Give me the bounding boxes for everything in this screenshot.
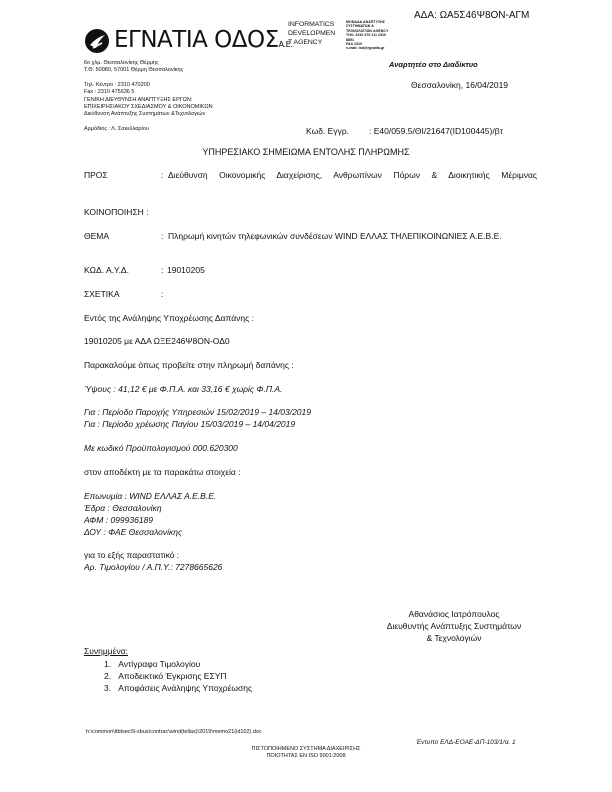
kod-ayd-label: ΚΩΔ. Α.Υ.Δ. — [84, 265, 129, 275]
ref-value: : Ε40/059.5/ΘΙ/21647(ID100445)/βτ — [369, 126, 503, 136]
attachments-heading: Συνημμένα: — [84, 646, 128, 656]
agency-name: INFORMATICS DEVELOPMEN T AGENCY — [288, 21, 336, 46]
signatory-title-1: Διευθυντής Ανάπτυξης Συστημάτων — [386, 621, 522, 631]
thema-colon: : — [161, 231, 164, 241]
attachments-list — [104, 658, 252, 694]
signatory-title-2: & Τεχνολογιών — [426, 633, 482, 643]
form-code: Έντυπο ΕΛΔ-ΕΟΑΕ-ΔΠ-103/1/α. 1 — [416, 739, 516, 746]
invoice-number: Αρ. Τιμολογίου / Α.Π.Υ.: 7278665626 — [84, 562, 223, 572]
posting-note: Αναρτητέο στο Διαδίκτυο — [389, 60, 478, 69]
entos-line: Εντός της Ανάληψης Υποχρέωσης Δαπάνης : — [84, 313, 254, 323]
period-service: Για : Περίοδο Παροχής Υπηρεσιών 15/02/2019 – 14/03/2019 — [84, 407, 311, 417]
sxetika-colon: : — [161, 289, 164, 299]
budget-code: Με κωδικό Προϋπολογισμού 000.620300 — [84, 443, 238, 453]
signature-block — [368, 608, 540, 644]
attachment-item: 1. Αντίγραφο Τιμολογίου — [104, 659, 201, 669]
recipient-intro: στον αποδέκτη με τα παρακάτω στοιχεία : — [84, 467, 241, 477]
certification: ΠΙΣΤΟΠΟΙΗΜΕΝΟ ΣΥΣΤΗΜΑ ΔΙΑΧΕΙΡΙΣΗΣ ΠΟΙΟΤΗΤΑΣ ΕΝ ISO 9001:2008 — [251, 746, 361, 759]
pros-value: Διεύθυνση Οικονομικής Διαχείρισης, Ανθρωπίνων Πόρων & Διοικητικής Μέριμνας — [168, 170, 537, 180]
kod-ayd-colon: : — [161, 265, 164, 275]
recipient-name: Επωνυμία : WIND ΕΛΛΑΣ Α.Ε.Β.Ε. — [84, 491, 217, 501]
period-fixed-charge: Για : Περίοδο χρέωσης Παγίου 15/03/2019 – 14/04/2019 — [84, 419, 296, 429]
document-date: Θεσσαλονίκη, 16/04/2019 — [411, 80, 509, 90]
logo-wordmark — [114, 27, 292, 53]
ref-label: Κωδ. Εγγρ. — [306, 126, 350, 136]
doc-title: ΥΠΗΡΕΣΙΑΚΟ ΣΗΜΕΙΩΜΑ ΕΝΤΟΛΗΣ ΠΛΗΡΩΜΗΣ — [202, 147, 410, 157]
sender-fax: Fax : 2310 475636 5 — [84, 89, 135, 95]
thema-value: Πληρωμή κινητών τηλεφωνικών συνδέσεων WIND ΕΛΛΑΣ ΤΗΛΕΠΙΚΟΙΝΩΝΙΕΣ Α.Ε.Β.Ε. — [168, 231, 502, 241]
file-path: h:\common\itbtsec\9-sbus\contrac\wind(tellas)\2019\memo21(id102).doc — [86, 729, 262, 735]
recipient-afm: ΑΦΜ : 099936189 — [84, 515, 154, 525]
ada-reference: 19010205 με ΑΔΑ ΩΞΕ246Ψ8ΟΝ-ΟΔ0 — [84, 336, 230, 346]
agency-fine-print: ΜΟΝΑΔΑ ΑΝΑΠΤΥΞΗΣ ΣΥΣΤΗΜΑΤΩΝ & ΤΕΧΝΟΛΟΓΙΩΝ AGENCY ΤΗΛ: 2310 470 111 2310 8891 FAX 2310 e-mail: isd@egnatia.gr — [346, 20, 389, 51]
recipient-details — [84, 490, 216, 538]
sender-directorate: ΓΕΝΙΚΗ ΔΙΕΥΘΥΝΣΗ ΑΝΑΠΤΥΞΗΣ ΕΡΓΩΝ: ΕΠΙΧΕΙΡΗΣΙΑΚΟΥ ΣΧΕΔΙΑΣΜΟΥ & ΟΙΚΟΝΟΜΙΚΩΝ Διεύθυνση Ανάπτυξης Συστημάτων &Τεχνολογιών — [84, 97, 213, 117]
kod-ayd-value: 19010205 — [167, 265, 205, 275]
pros-colon: : — [161, 170, 164, 180]
pros-label: ΠΡΟΣ — [84, 170, 108, 180]
responsible-person: Αρμόδιος : Λ. Σακελλαρίου — [84, 126, 149, 132]
egnatia-logo-icon — [84, 28, 110, 54]
thema-label: ΘΕΜΑ — [84, 231, 110, 241]
payment-request: Παρακαλούμε όπως προβείτε στην πληρωμή δαπάνης : — [84, 360, 294, 370]
attachment-item: 3. Αποφάσεις Ανάληψης Υποχρέωσης — [104, 683, 253, 693]
sender-tel: Τηλ. Κέντρο : 2310 470200 — [84, 82, 150, 88]
sender-address: 6ο χλμ. Θεσσαλονίκης Θέρμης Τ.Θ. 50080, 57001 Θέρμη Θεσσαλονίκης — [84, 60, 184, 73]
sxetika-label: ΣΧΕΤΙΚΑ — [84, 289, 120, 299]
attachment-item: 2. Αποδεικτικό Έγκρισης ΕΣΥΠ — [104, 671, 227, 681]
document-intro: για το εξής παραστατικό : — [84, 550, 180, 560]
logo-text: ΕΓΝΑΤΙΑ ΟΔΟΣ — [114, 27, 279, 53]
koinopoiisi-label: ΚΟΙΝΟΠΟΙΗΣΗ : — [84, 207, 149, 217]
signatory-name: Αθανάσιος Ιατρόπουλος — [408, 609, 500, 619]
amount-line: Ύψους : 41,12 € με Φ.Π.Α. και 33,16 € χωρίς Φ.Π.Α. — [84, 384, 283, 394]
ada-code: ΑΔΑ: ΩΑ5Σ46Ψ8ΟΝ-ΑΓΜ — [414, 10, 530, 21]
logo-suffix: Α.Ε. — [278, 40, 293, 49]
recipient-doy: ΔΟΥ : ΦΑΕ Θεσσαλονίκης — [84, 527, 183, 537]
recipient-seat: Έδρα : Θεσσαλονίκη — [84, 503, 162, 513]
sender-contacts — [84, 82, 150, 96]
